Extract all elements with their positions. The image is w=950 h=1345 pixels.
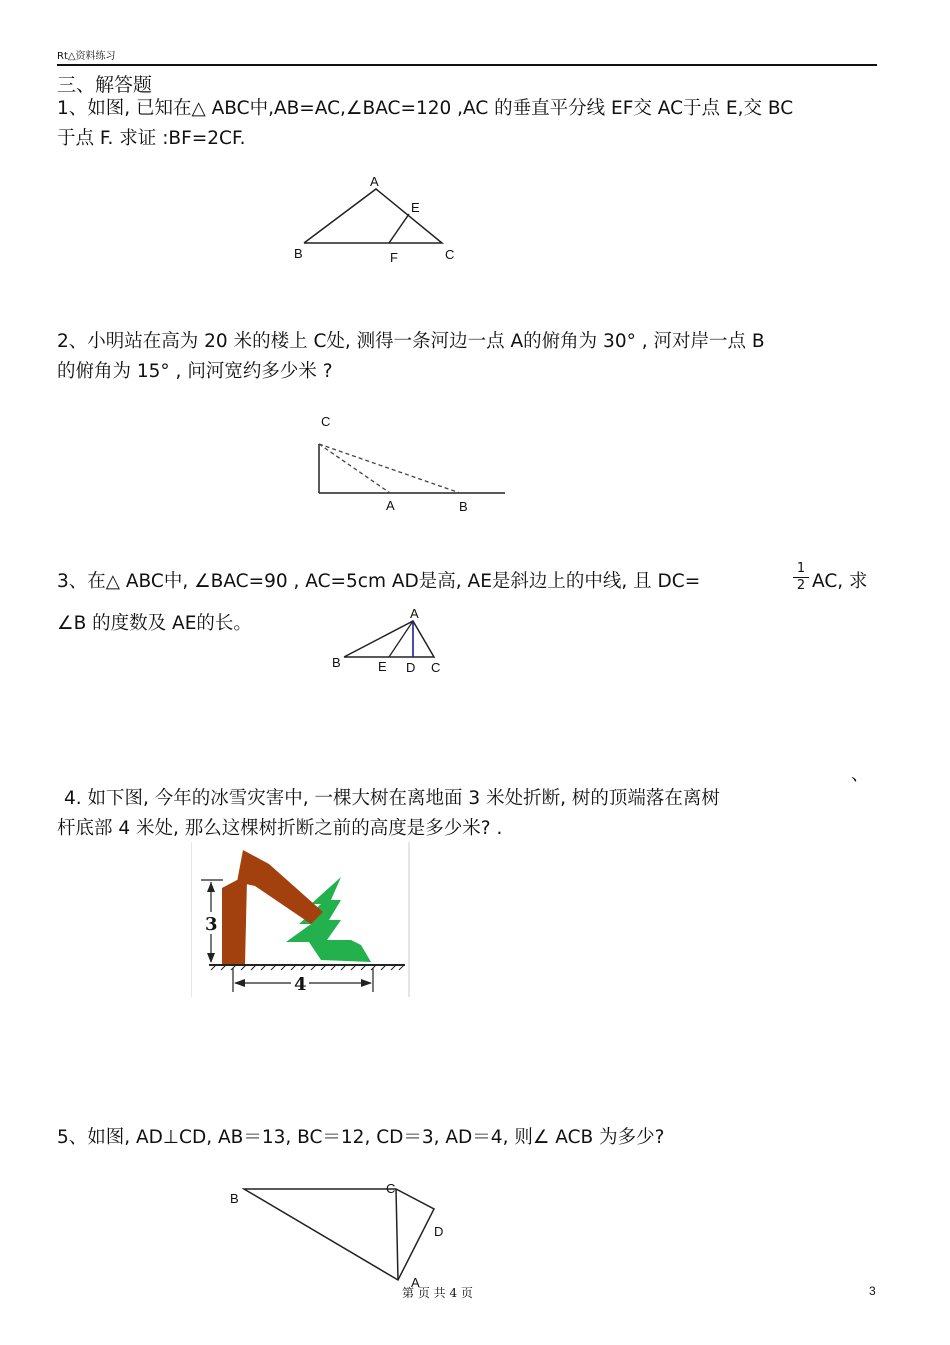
q1-label-c: C xyxy=(445,247,455,262)
q1-label-b: B xyxy=(294,246,303,261)
q3-text-line1-tail: AC, 求 xyxy=(812,571,868,592)
q1-segment-ef xyxy=(389,214,409,243)
q3-label-e: E xyxy=(378,659,387,674)
q4-height-arrow-down xyxy=(207,953,215,963)
q1-text-line1: 1、如图, 已知在△ ABC中,AB=AC,∠BAC=120 ,AC 的垂直平分线 EF交 AC于点 E,交 BC xyxy=(57,98,794,119)
q4-distance-label: 4 xyxy=(294,974,307,995)
q3-fraction xyxy=(793,562,809,593)
q5-text-line1: 5、如图, AD⊥CD, AB＝13, BC＝12, CD＝3, AD＝4, 则∠ ACB 为多少? xyxy=(57,1127,665,1148)
q2-sightline-a xyxy=(319,444,390,493)
q1-label-f: F xyxy=(390,250,398,265)
q5-label-b: B xyxy=(230,1191,239,1206)
q5-diagonal-ac xyxy=(396,1189,398,1280)
q3-fraction-denominator: 2 xyxy=(796,578,806,593)
q4-standing-trunk xyxy=(222,880,247,964)
q3-fraction-numerator: 1 xyxy=(796,561,806,576)
q4-broken-tree-figure xyxy=(191,842,411,997)
q3-label-a: A xyxy=(410,606,419,621)
q4-text-line1: 4. 如下图, 今年的冰雪灾害中, 一棵大树在离地面 3 米处折断, 树的顶端落在离树 xyxy=(64,788,720,809)
q4-fallen-tree-top xyxy=(286,877,371,962)
q3-median-ae xyxy=(389,621,413,657)
q4-text-line2: 杆底部 4 米处, 那么这棵树折断之前的高度是多少米? . xyxy=(57,818,503,839)
q3-text-line1: 3、在△ ABC中, ∠BAC=90 , AC=5cm AD是高, AE是斜边上的中线, 且 DC= xyxy=(57,571,701,592)
q4-height-arrow-up xyxy=(207,882,215,892)
q2-river-figure xyxy=(310,410,515,520)
header-divider xyxy=(57,64,877,66)
q3-triangle-figure xyxy=(325,605,445,680)
q4-height-label: 3 xyxy=(205,914,218,935)
q3-triangle-abc xyxy=(344,621,434,657)
q3-text-line2: ∠B 的度数及 AE的长。 xyxy=(57,613,252,634)
q4-broken-trunk-top xyxy=(237,850,323,924)
q5-label-d: D xyxy=(434,1224,444,1239)
q5-quadrilateral-figure xyxy=(225,1180,455,1295)
q3-label-d: D xyxy=(406,660,416,675)
footer-page-count: 第 页 共 4 页 xyxy=(402,1286,473,1300)
q4-distance-arrow-right xyxy=(361,979,372,987)
footer-page-number: 3 xyxy=(869,1284,876,1298)
q1-triangle-abc xyxy=(304,189,442,243)
q1-triangle-figure xyxy=(290,172,470,267)
q2-label-b: B xyxy=(459,499,468,514)
header-title: Rt△资料练习 xyxy=(57,51,116,62)
q1-text-line2: 于点 F. 求证 :BF=2CF. xyxy=(57,128,246,149)
q4-distance-arrow-left xyxy=(234,979,245,987)
section-title: 三、解答题 xyxy=(57,74,153,96)
q2-sightline-b xyxy=(319,444,460,493)
q2-label-a: A xyxy=(386,498,395,513)
q5-label-c: C xyxy=(386,1181,396,1196)
q4-mark: 、 xyxy=(851,764,869,785)
q3-label-b: B xyxy=(332,655,341,670)
q2-text-line1: 2、小明站在高为 20 米的楼上 C处, 测得一条河边一点 A的俯角为 30° , 河对岸一点 B xyxy=(57,331,765,352)
q5-label-a: A xyxy=(411,1275,420,1290)
q1-label-a: A xyxy=(370,174,379,189)
q1-label-e: E xyxy=(411,200,420,215)
q3-label-c: C xyxy=(431,660,441,675)
q2-text-line2: 的俯角为 15° , 问河宽约多少米 ? xyxy=(57,361,333,382)
q5-quadrilateral-abcd xyxy=(244,1189,434,1280)
q2-label-c: C xyxy=(321,414,331,429)
